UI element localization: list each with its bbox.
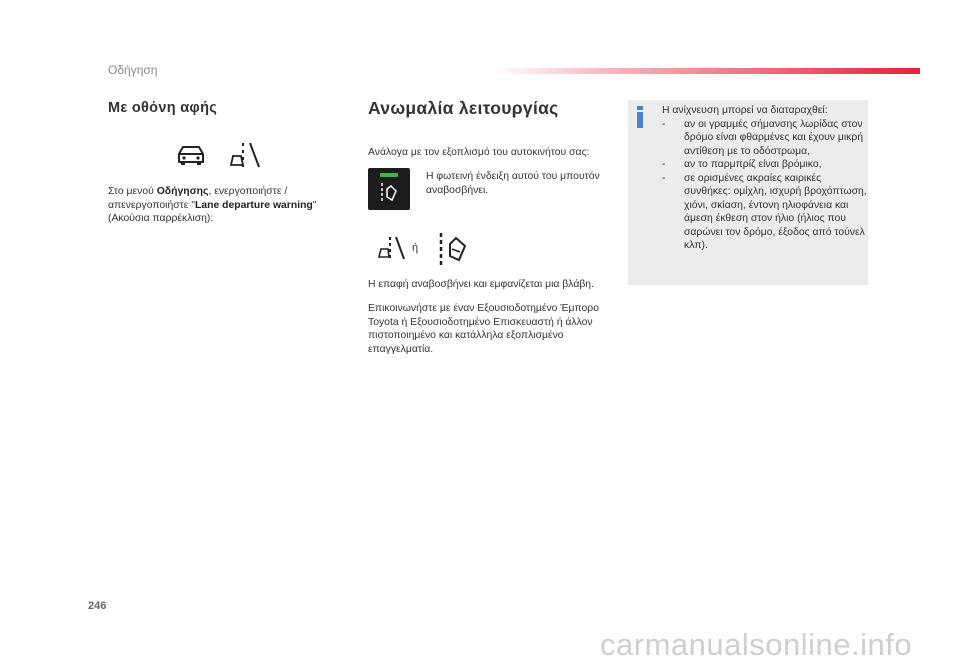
lane-departure-icon xyxy=(378,235,406,261)
lane-departure-icon xyxy=(229,141,261,169)
contact-dealer-text: Επικοινωνήστε με έναν Εξουσιοδοτημένο Έμπορο Toyota ή Εξουσιοδοτημένο Επισκευαστή ή άλλον πιστοποιημένο και κατάλληλα εξοπλισμένο επαγγελματία. xyxy=(368,303,599,355)
lane-car-icon xyxy=(379,181,399,205)
feature-name: Lane departure warning xyxy=(195,199,313,211)
page-number: 246 xyxy=(88,600,107,612)
left-paragraph: Στο μενού Οδήγησης, ενεργοποιήστε / απενεργοποιήστε "Lane departure warning" (Ακούσια παρρέκλιση): xyxy=(108,186,317,224)
car-icon xyxy=(176,144,206,166)
info-list xyxy=(662,104,867,253)
light-flashing-text: Η φωτεινή ένδειξη αυτού του μπουτόν αναβοσβήνει. xyxy=(426,171,600,196)
list-item: - αν οι γραμμές σήμανσης λωρίδας στον δρόμο είναι φθαρμένες και έχουν μικρή αντίθεση με το οδόστρωμα, xyxy=(662,118,864,157)
lane-car-icon xyxy=(438,232,468,266)
menu-name: Οδήγησης xyxy=(156,186,209,197)
info-intro: Η ανίχνευση μπορεί να διαταραχθεί: xyxy=(662,105,828,116)
indicator-led-icon xyxy=(380,173,398,177)
malfunction-title: Ανωμαλία λειτουργίας xyxy=(368,98,559,118)
list-item: - σε ορισμένες ακραίες καιρικές συνθήκες: ομίχλη, ισχυρή βροχόπτωση, χιόνι, σκίαση, έντονη ηλιοφάνεια και άμεση έκθεση στον ήλιο (ήλιος που σαρώνει τον δρόμο, έξοδος από τούνελ κλπ). xyxy=(662,172,867,251)
info-icon xyxy=(636,106,644,128)
watermark: carmanualsonline.info xyxy=(600,627,913,662)
header-accent-bar xyxy=(490,68,920,74)
equipment-intro: Ανάλογα με τον εξοπλισμό του αυτοκινήτου σας: xyxy=(368,147,590,158)
left-title: Με οθόνη αφής xyxy=(108,100,218,116)
fault-text: Η επαφή αναβοσβήνει και εμφανίζεται μια βλάβη. xyxy=(368,279,594,290)
list-item: - αν το παρμπρίζ είναι βρόμικο, xyxy=(662,159,822,170)
or-text: ή xyxy=(412,242,419,254)
section-label: Οδήγηση xyxy=(108,63,158,77)
lane-button-icon xyxy=(368,168,410,210)
